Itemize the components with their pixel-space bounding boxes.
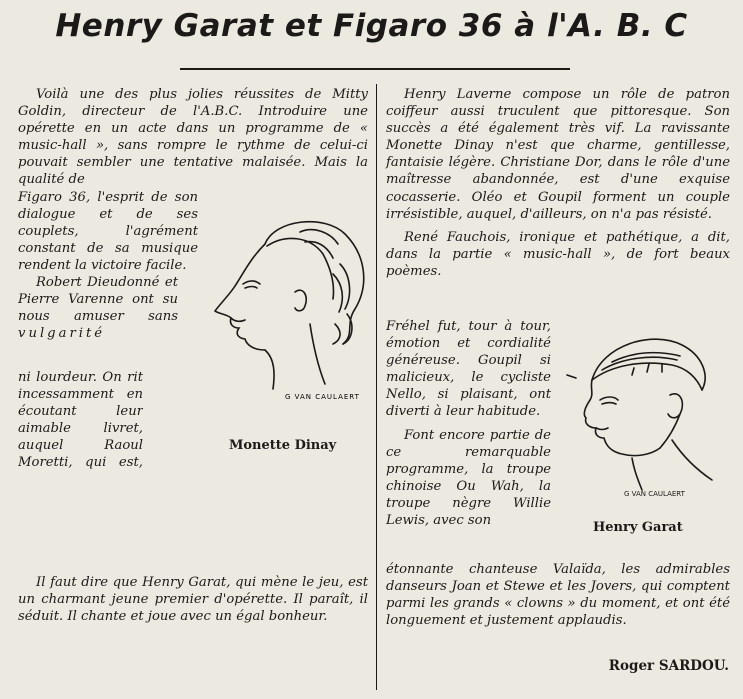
right-paragraph-1: Henry Laverne compose un rôle de patron coiffeur aussi truculent que pittoresque. Son succès a été également très vif. La ravissante Monette Dinay n'est que charme, gentillesse, fantaisie légère. Christiane Dor, dans le rôle d'une maîtresse abandonnée, est d'une exquise cocasserie. Oléo et Goupil forment un couple irrésistible, auquel, d'ailleurs, on n'a pas résisté.	[386, 87, 730, 222]
left-paragraph-2a: Robert Dieudonné et Pierre Varenne ont su nous amuser sans	[18, 275, 178, 325]
article-title: Henry Garat et Figaro 36 à l'A. B. C	[55, 8, 688, 44]
left-narrow-block	[18, 189, 198, 343]
title-rule	[180, 68, 570, 70]
author-signature: Roger SARDOU.	[608, 658, 729, 674]
right-column	[386, 86, 730, 280]
portrait-henry-garat	[562, 320, 732, 500]
artist-signature-left: G VAN CAULAERT	[285, 393, 360, 401]
left-paragraph-2	[18, 274, 178, 342]
left-paragraph-1b: Figaro 36, l'esprit de son dialogue et de ses couplets, l'agrément constant de sa musique rendent la victoire facile.	[18, 189, 198, 273]
left-paragraph-1: Voilà une des plus jolies réussites de Mitty Goldin, directeur de l'A.B.C. Introduire une opérette en un acte dans un programme de « music-hall », sans rompre le rythme de celui-ci pouvait sembler une tentative malaisée. Mais la qualité de	[18, 87, 368, 188]
right-paragraph-3a: Font encore partie de ce remarquable programme, la troupe chinoise Ou Wah, la troupe nègre Willie Lewis, avec son	[386, 427, 551, 529]
spaced-word: vulgarité	[18, 326, 106, 342]
left-lower-block	[18, 472, 368, 625]
left-paragraph-3: Il faut dire que Henry Garat, qui mène le jeu, est un charmant jeune premier d'opérette. Il paraît, il séduit. Il chante et joue avec un égal bonheur.	[18, 575, 368, 625]
caption-monette-dinay: Monette Dinay	[229, 438, 337, 453]
caption-henry-garat: Henry Garat	[593, 520, 683, 535]
portrait-monette-dinay	[205, 214, 370, 409]
left-paragraph-2c	[18, 472, 368, 574]
right-paragraph-2a: René Fauchois, ironique et pathétique, a dit, dans la partie « music-hall », de fort beaux poèmes.	[386, 229, 730, 279]
left-paragraph-2b: ni lourdeur. On rit incessamment en écoutant leur aimable livret, auquel Raoul Moretti, qui est,	[18, 370, 143, 471]
left-narrow-continuation	[18, 369, 143, 471]
right-lower-block	[386, 561, 730, 629]
right-narrow-block	[386, 318, 551, 529]
column-separator	[376, 84, 377, 690]
artist-signature-right: G VAN CAULAERT	[624, 490, 685, 498]
right-paragraph-3b: étonnante chanteuse Valaïda, les admirables danseurs Joan et Stewe et les Jovers, qui comptent parmi les grands « clowns » du moment, et ont été longuement et justement applaudis.	[386, 562, 730, 629]
right-paragraph-2b: Fréhel fut, tour à tour, émotion et cordialité généreuse. Goupil si malicieux, le cycliste Nello, si plaisant, ont diverti à leur habitude.	[386, 319, 551, 420]
